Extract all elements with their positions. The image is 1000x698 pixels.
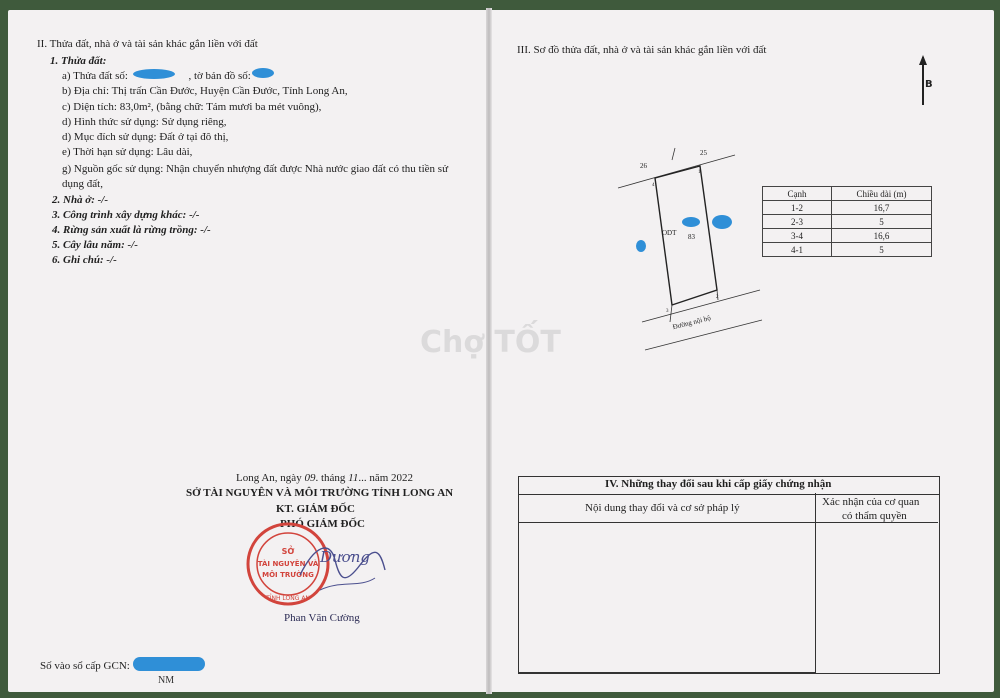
corner-4: 4 xyxy=(652,183,655,188)
perennial-trees-item: 5. Cây lâu năm: -/- xyxy=(52,239,138,251)
edge-cell: 3-4 xyxy=(763,229,832,243)
parcel-label: a) Thửa đất số: xyxy=(62,70,128,82)
land-code: ODT xyxy=(662,229,677,237)
parcel-area: 83 xyxy=(688,233,695,241)
north-label: B xyxy=(925,79,933,90)
edge-cell: 1-2 xyxy=(763,201,832,215)
watermark-logo: Chợ TỐT xyxy=(420,325,561,360)
table-row xyxy=(763,243,932,257)
house-item: 2. Nhà ở: -/- xyxy=(52,194,109,206)
col-content-header: Nội dung thay đổi và cơ sở pháp lý xyxy=(585,502,740,514)
gcn-register-label: Số vào sổ cấp GCN: xyxy=(40,660,130,672)
note-item: 6. Ghi chú: -/- xyxy=(52,254,117,266)
signature-text: Dương xyxy=(320,548,370,566)
stamp-text-2: TÀI NGUYÊN VÀ xyxy=(257,560,319,568)
changes-content-column xyxy=(518,493,816,673)
redaction-mark xyxy=(133,69,175,79)
table-row xyxy=(763,201,932,215)
stamp-text-bottom: TỈNH LONG AN xyxy=(266,595,310,602)
length-cell: 5 xyxy=(832,243,932,257)
issue-date: Long An, ngày 09. tháng 11... năm 2022 xyxy=(236,472,414,484)
table-header-row xyxy=(763,187,932,201)
redaction-mark xyxy=(636,240,646,252)
origin-line-1: g) Nguồn gốc sử dụng: Nhận chuyển nhượng đất được Nhà nước giao đất có thu tiền sử xyxy=(62,163,449,175)
kt-director: KT. GIÁM ĐỐC xyxy=(276,503,355,515)
neighbor-26: 26 xyxy=(640,162,647,170)
signature xyxy=(290,530,400,600)
header-edge: Cạnh xyxy=(763,187,832,201)
col-authority-header-1: Xác nhận của cơ quan xyxy=(822,496,920,508)
north-arrow-icon xyxy=(915,55,937,115)
edge-cell: 2-3 xyxy=(763,215,832,229)
forest-item: 4. Rừng sản xuất là rừng trồng: -/- xyxy=(52,224,211,236)
parcel-diagram xyxy=(600,140,770,360)
stamp-text-1: SỞ xyxy=(281,547,295,556)
usage-purpose-line: d) Mục đích sử dụng: Đất ở tại đô thị, xyxy=(62,131,229,143)
col-authority-header-2: có thẩm quyền xyxy=(842,510,907,522)
edge-length-table xyxy=(762,186,932,257)
section-2-title: II. Thửa đất, nhà ở và tài sản khác gắn liền với đất xyxy=(37,38,258,50)
land-heading: 1. Thửa đất: xyxy=(50,55,107,67)
neighbor-25: 25 xyxy=(700,149,707,157)
signer-name: Phan Văn Cường xyxy=(284,612,360,624)
origin-line-2: dụng đất, xyxy=(62,178,103,190)
corner-3: 3 xyxy=(666,309,669,314)
address-line: b) Địa chỉ: Thị trấn Cần Đước, Huyện Cần Đước, Tỉnh Long An, xyxy=(62,85,348,97)
issuing-agency: SỞ TÀI NGUYÊN VÀ MÔI TRƯỜNG TỈNH LONG AN xyxy=(186,487,454,499)
usage-form-line: d) Hình thức sử dụng: Sử dụng riêng, xyxy=(62,116,227,128)
stamp-text-3: MÔI TRƯỜNG xyxy=(262,571,314,579)
header-length: Chiều dài (m) xyxy=(832,187,932,201)
usage-term-line: e) Thời hạn sử dụng: Lâu dài, xyxy=(62,146,193,158)
deputy-director: PHÓ GIÁM ĐỐC xyxy=(280,518,365,530)
edge-cell: 4-1 xyxy=(763,243,832,257)
table-row xyxy=(763,215,932,229)
length-cell: 16,6 xyxy=(832,229,932,243)
corner-1: 1 xyxy=(698,170,701,175)
redaction-mark xyxy=(252,68,274,78)
area-line: c) Diện tích: 83,0m², (bằng chữ: Tám mươi ba mét vuông), xyxy=(62,101,322,113)
corner-2: 2 xyxy=(716,295,719,300)
road-label: Đường nội bộ xyxy=(671,314,712,332)
table-row xyxy=(763,229,932,243)
length-cell: 16,7 xyxy=(832,201,932,215)
gcn-handwritten-note: NM xyxy=(158,675,175,686)
redaction-mark xyxy=(712,215,732,229)
length-cell: 5 xyxy=(832,215,932,229)
map-sheet-label: , tờ bản đồ số: xyxy=(188,70,251,82)
redaction-mark xyxy=(133,657,205,671)
section-3-title: III. Sơ đồ thửa đất, nhà ở và tài sản khác gắn liền với đất xyxy=(517,44,767,56)
road-edge-bottom xyxy=(645,320,762,350)
other-works-item: 3. Công trình xây dựng khác: -/- xyxy=(52,209,200,221)
section-4-title: IV. Những thay đổi sau khi cấp giấy chứng nhận xyxy=(605,478,832,490)
redaction-mark xyxy=(682,217,700,227)
north-boundary-line xyxy=(618,155,735,188)
